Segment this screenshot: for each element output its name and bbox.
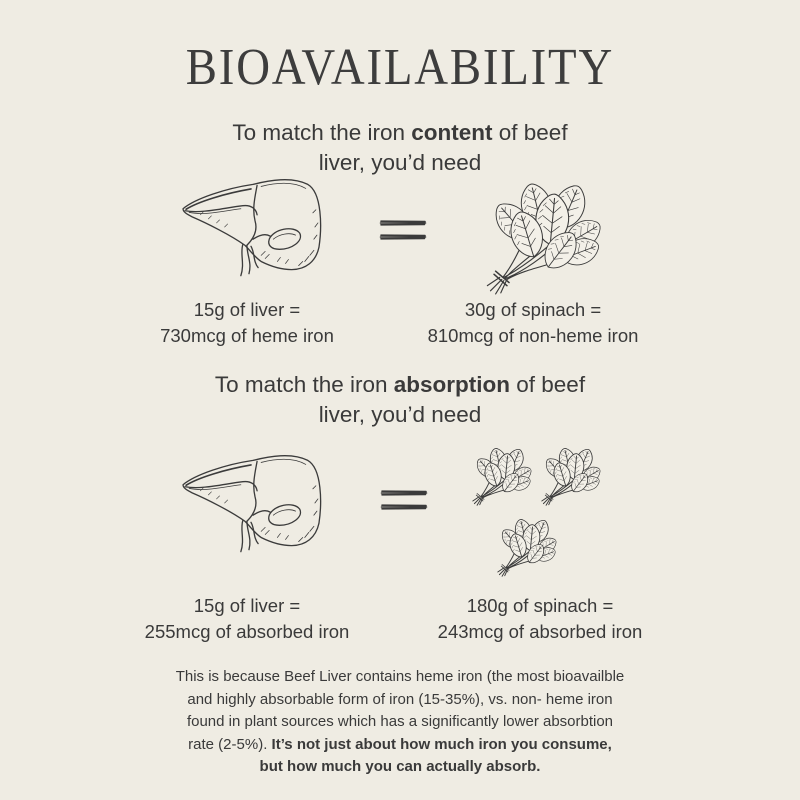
- spinach-icon: [468, 440, 532, 507]
- heading-prefix: To match the iron: [232, 120, 412, 145]
- liver-drawing: [183, 456, 321, 552]
- equals-top-bar: [382, 491, 427, 495]
- equals-icon: [379, 218, 427, 242]
- footnote-emphasis-1: It’s not just about how much iron you consume,: [271, 735, 612, 753]
- footnote-line-5: [60, 756, 740, 779]
- page-title: [0, 38, 800, 98]
- liver-icon: [180, 176, 322, 278]
- spinach-bunch: [487, 180, 605, 293]
- footnote-line-1: This is because Beef Liver contains heme iron (the most bioavailble: [175, 668, 625, 685]
- spinach-icon: [493, 511, 557, 578]
- footnote-line-4: [60, 734, 740, 757]
- liver-amount: 15g of liver =: [193, 299, 301, 320]
- spinach-icon: [478, 168, 602, 297]
- liver-iron-value: 255mcg of absorbed iron: [144, 621, 350, 642]
- heading-prefix: To match the iron: [214, 372, 394, 397]
- comparison-absorption: [0, 362, 800, 642]
- spinach-bunch-1: [473, 447, 534, 506]
- absorption-heading-line-1: [100, 370, 700, 400]
- liver-caption: [97, 593, 397, 645]
- spinach-bunch-3: [498, 518, 559, 577]
- spinach-amount: 180g of spinach =: [466, 595, 614, 616]
- content-heading-line-2: liver, you’d need: [318, 150, 482, 175]
- equals-bottom-bar: [382, 505, 427, 509]
- heading-suffix: of beef: [510, 372, 586, 397]
- liver-drawing: [183, 180, 321, 276]
- absorption-heading-line-2: liver, you’d need: [318, 402, 482, 427]
- footnote-line-3: found in plant sources which has a significantly lower absorbtion: [186, 713, 614, 730]
- spinach-amount: 30g of spinach =: [464, 299, 602, 320]
- equals-icon: [380, 488, 428, 512]
- spinach-icon: [537, 440, 601, 507]
- absorption-heading: [100, 370, 700, 430]
- spinach-iron-value: 810mcg of non-heme iron: [427, 325, 639, 346]
- spinach-caption: [383, 297, 683, 349]
- footnote: [60, 666, 740, 779]
- heading-emphasis: absorption: [393, 372, 511, 397]
- comparison-content: [0, 110, 800, 355]
- liver-icon: [180, 452, 322, 554]
- footnote-emphasis-2: but how much you can actually absorb.: [259, 758, 541, 775]
- equals-top-bar: [381, 221, 426, 225]
- liver-amount: 15g of liver =: [193, 595, 301, 616]
- equals-bottom-bar: [381, 235, 426, 239]
- spinach-iron-value: 243mcg of absorbed iron: [437, 621, 643, 642]
- footnote-line-2: and highly absorbable form of iron (15-35%), vs. non- heme iron: [187, 690, 613, 708]
- content-heading: [100, 118, 700, 178]
- content-heading-line-1: [100, 118, 700, 148]
- liver-caption: [97, 297, 397, 349]
- spinach-caption: [390, 593, 690, 645]
- heading-emphasis: content: [411, 120, 493, 145]
- heading-suffix: of beef: [492, 120, 568, 145]
- page-title-text: BIOAVAILABILITY: [185, 39, 615, 96]
- footnote-line-4-text: rate (2-5%).: [188, 735, 272, 753]
- spinach-bunch-2: [542, 447, 603, 506]
- liver-iron-value: 730mcg of heme iron: [160, 325, 334, 346]
